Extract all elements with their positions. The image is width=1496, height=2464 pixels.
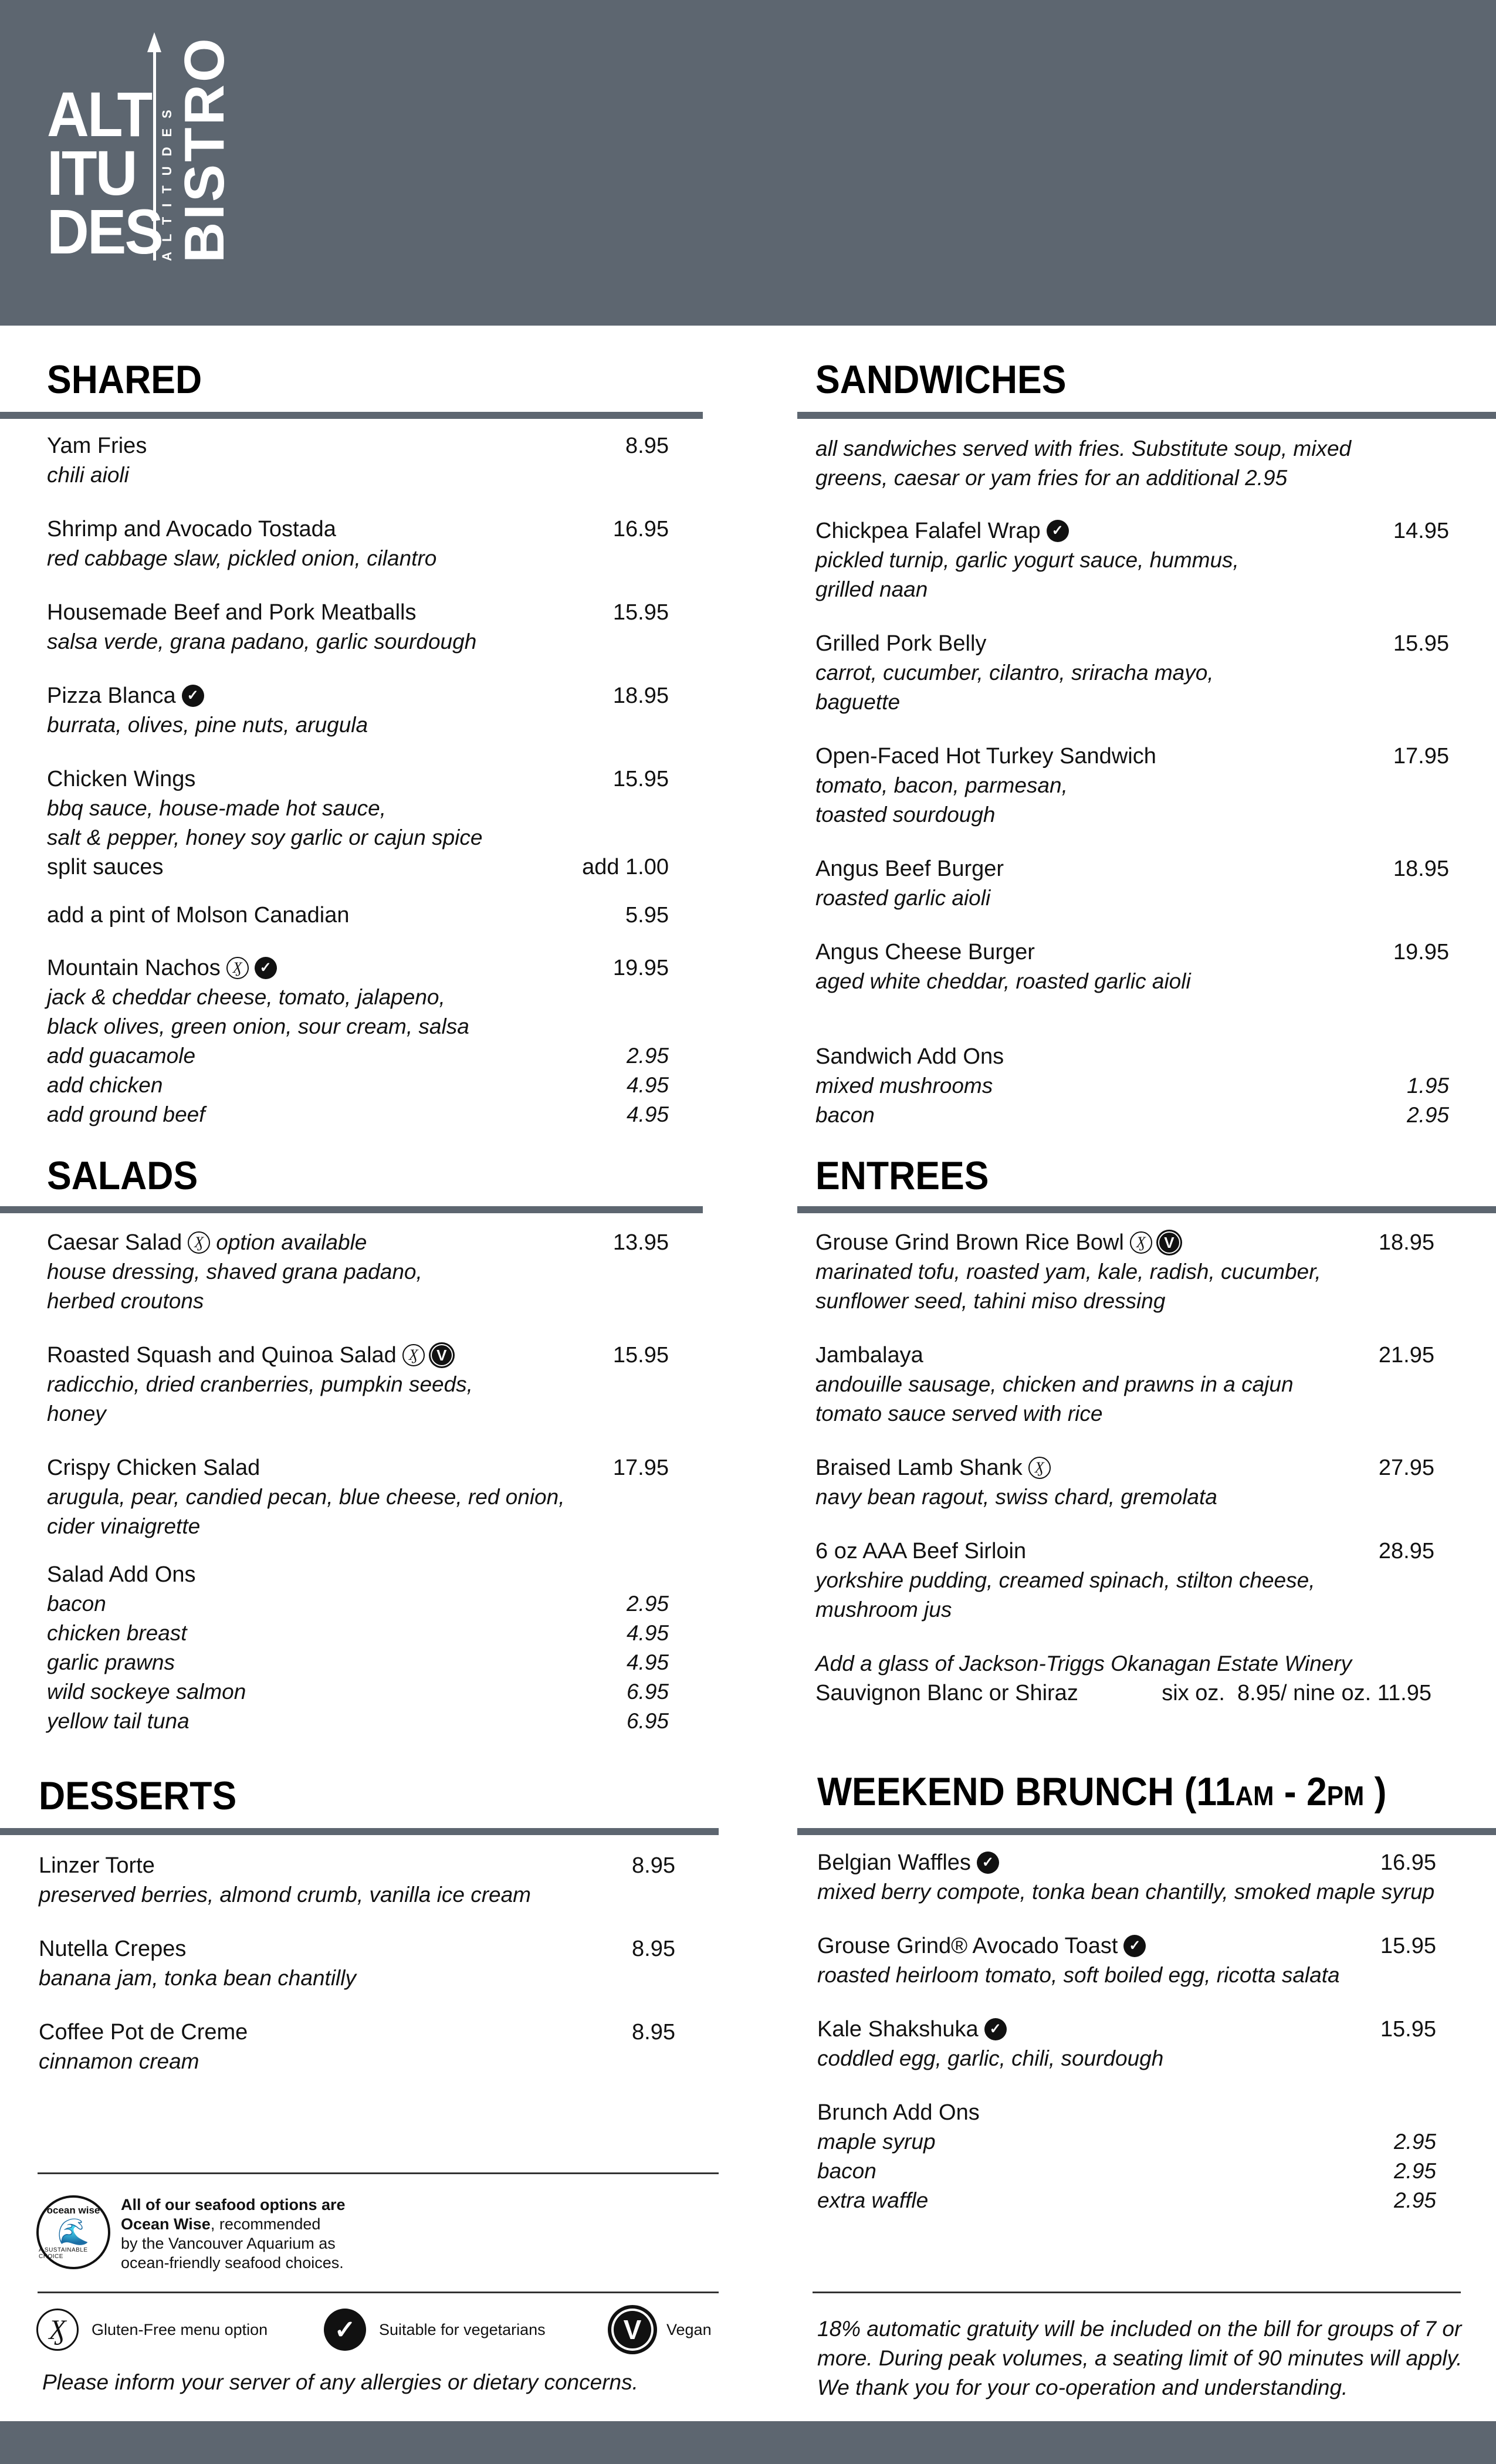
- item-price: 17.95: [1393, 744, 1449, 769]
- item-name: add a pint of Molson Canadian: [47, 903, 350, 928]
- menu-item: [815, 1453, 1434, 1512]
- addon-label: mixed mushrooms: [815, 1074, 993, 1098]
- item-extra-price: add 1.00: [582, 855, 669, 879]
- addon-price: 4.95: [626, 1650, 669, 1674]
- item-desc: tomato sauce served with rice: [815, 1402, 1103, 1426]
- item-desc: honey: [47, 1402, 106, 1426]
- menu-item: [815, 937, 1449, 996]
- item-suffix: option available: [216, 1230, 367, 1254]
- footer-band: [0, 2421, 1496, 2464]
- item-price: 19.95: [612, 956, 669, 980]
- addon-price: 2.95: [626, 1044, 669, 1068]
- brunch-title-close: ): [1364, 1769, 1387, 1814]
- item-price: 28.95: [1378, 1539, 1434, 1563]
- addons-block: [47, 1560, 669, 1736]
- legend-vegetarian: [324, 2309, 546, 2351]
- item-name: Pizza Blanca: [47, 683, 176, 708]
- altitudes-bistro-logo: [47, 29, 241, 276]
- wine-price: six oz. 8.95/ nine oz. 11.95: [1162, 1681, 1431, 1705]
- item-name: Jambalaya: [815, 1343, 923, 1368]
- gluten-free-icon: Ӽ: [36, 2309, 79, 2351]
- item-price: 18.95: [1393, 857, 1449, 881]
- oceanwise-line-3: by the Vancouver Aquarium as: [121, 2235, 336, 2252]
- menu-item: [39, 2018, 675, 2076]
- menu-item: [47, 1453, 669, 1541]
- menu-item: [47, 901, 669, 930]
- item-desc: toasted sourdough: [815, 803, 996, 827]
- item-price: 19.95: [1393, 940, 1449, 964]
- header-band: [0, 0, 1496, 326]
- addon-label: yellow tail tuna: [47, 1709, 189, 1733]
- brunch-title-am: AM: [1235, 1781, 1274, 1811]
- item-desc: preserved berries, almond crumb, vanilla ice cream: [39, 1883, 532, 1907]
- addon-price: 4.95: [626, 1621, 669, 1645]
- item-name: Linzer Torte: [39, 1853, 155, 1878]
- oceanwise-line-1: All of our seafood options are: [121, 2196, 346, 2213]
- item-price: 18.95: [612, 683, 669, 708]
- logo-vertical-small: ALTITUDES: [160, 100, 174, 261]
- wine-pairing: [815, 1649, 1434, 1708]
- item-desc: tomato, bacon, parmesan,: [815, 773, 1068, 797]
- item-desc: carrot, cucumber, cilantro, sriracha mayo,: [815, 661, 1214, 685]
- section-rule-salads: [0, 1206, 703, 1213]
- sandwich-note: all sandwiches served with fries. Substitute soup, mixed: [815, 436, 1352, 461]
- vegan-icon: V: [611, 2309, 654, 2351]
- gratuity-note: 18% automatic gratuity will be included on the bill for groups of 7 or more. During peak volumes, a seating limit of 90 minutes will apply. We thank you for your co-operation and understanding.: [817, 2317, 1463, 2399]
- section-rule-sandwiches: [797, 412, 1496, 419]
- logo-vertical-bistro: BISTRO: [173, 36, 236, 263]
- item-price: 21.95: [1378, 1343, 1434, 1368]
- menu-item: [47, 515, 669, 573]
- addon-label: bacon: [817, 2159, 876, 2183]
- item-desc: yorkshire pudding, creamed spinach, stilton cheese,: [815, 1568, 1315, 1592]
- item-name: Coffee Pot de Creme: [39, 2020, 248, 2045]
- item-desc: salsa verde, grana padano, garlic sourdough: [47, 629, 477, 654]
- item-desc: grilled naan: [815, 577, 928, 601]
- dietary-legend: [36, 2309, 717, 2355]
- oceanwise-bold: Ocean Wise: [121, 2215, 211, 2233]
- item-name: Chickpea Falafel Wrap: [815, 519, 1041, 543]
- fish-wave-icon: 🌊: [57, 2218, 90, 2246]
- menu-item: [47, 1228, 669, 1316]
- oceanwise-logo: [36, 2195, 110, 2269]
- menu-item: [47, 953, 669, 1129]
- item-desc: roasted heirloom tomato, soft boiled egg, ricotta salata: [817, 1963, 1340, 1987]
- brunch-title-main: WEEKEND BRUNCH (11: [817, 1769, 1236, 1814]
- section-title-desserts: DESSERTS: [39, 1773, 237, 1818]
- menu-item: [47, 1341, 669, 1429]
- item-name: Roasted Squash and Quinoa Salad: [47, 1343, 397, 1368]
- item-price: 13.95: [612, 1230, 669, 1255]
- item-price: 15.95: [1393, 631, 1449, 656]
- item-desc: roasted garlic aioli: [815, 886, 991, 910]
- oceanwise-logo-bottom: A SUSTAINABLE CHOICE: [39, 2247, 88, 2260]
- item-desc: banana jam, tonka bean chantilly: [39, 1966, 356, 1990]
- menu-item: [815, 742, 1449, 830]
- section-rule-brunch: [797, 1828, 1496, 1835]
- item-desc: mushroom jus: [815, 1597, 952, 1622]
- item-desc: chili aioli: [47, 463, 129, 487]
- menu-item: [815, 854, 1449, 913]
- divider: [813, 2292, 1461, 2293]
- addon-label: add chicken: [47, 1073, 163, 1097]
- section-title-shared: SHARED: [47, 357, 202, 402]
- item-name: Grouse Grind® Avocado Toast: [817, 1934, 1118, 1958]
- brunch-title-dash: - 2: [1274, 1769, 1327, 1814]
- addon-label: wild sockeye salmon: [47, 1680, 246, 1704]
- gluten-free-icon: Ӽ: [188, 1231, 210, 1254]
- addons-block: [815, 1042, 1449, 1130]
- item-name: Housemade Beef and Pork Meatballs: [47, 600, 417, 625]
- item-desc: arugula, pear, candied pecan, blue cheese, red onion,: [47, 1485, 565, 1509]
- item-desc: sunflower seed, tahini miso dressing: [815, 1289, 1166, 1313]
- vegetarian-icon: ✓: [182, 685, 204, 707]
- item-price: 15.95: [1380, 1934, 1436, 1958]
- item-price: 15.95: [612, 600, 669, 625]
- divider: [38, 2172, 719, 2174]
- menu-item: [815, 1536, 1434, 1624]
- item-desc: andouille sausage, chicken and prawns in a cajun: [815, 1372, 1294, 1396]
- item-name: Chicken Wings: [47, 767, 196, 791]
- item-name: Yam Fries: [47, 434, 147, 458]
- item-price: 8.95: [632, 1937, 675, 1961]
- section-rule-entrees: [797, 1206, 1496, 1213]
- vegetarian-icon: ✓: [1047, 520, 1069, 542]
- oceanwise-line-4: ocean-friendly seafood choices.: [121, 2254, 344, 2272]
- addons-title: Brunch Add Ons: [817, 2100, 980, 2125]
- item-price: 16.95: [612, 517, 669, 541]
- legend-vegan: [611, 2309, 712, 2351]
- addon-label: extra waffle: [817, 2188, 929, 2212]
- item-desc: cider vinaigrette: [47, 1514, 201, 1538]
- section-rule-shared: [0, 412, 703, 419]
- item-price: 15.95: [612, 1343, 669, 1368]
- item-price: 15.95: [1380, 2017, 1436, 2042]
- menu-item: [39, 1851, 675, 1910]
- addon-price: 2.95: [1393, 2130, 1436, 2154]
- item-price: 16.95: [1380, 1850, 1436, 1875]
- addon-label: garlic prawns: [47, 1650, 175, 1674]
- item-desc: mixed berry compote, tonka bean chantilly, smoked maple syrup: [817, 1880, 1435, 1904]
- oceanwise-logo-top: ocean wise: [46, 2205, 100, 2216]
- gluten-free-icon: Ӽ: [226, 957, 249, 979]
- section-title-entrees: ENTREES: [815, 1153, 989, 1198]
- vegetarian-icon: ✓: [255, 957, 277, 979]
- addon-label: chicken breast: [47, 1621, 187, 1645]
- item-extra-label: split sauces: [47, 855, 164, 879]
- addon-label: add guacamole: [47, 1044, 196, 1068]
- vegetarian-icon: ✓: [1123, 1935, 1146, 1957]
- addon-price: 2.95: [626, 1592, 669, 1616]
- addon-price: 4.95: [626, 1102, 669, 1126]
- addon-price: 6.95: [626, 1680, 669, 1704]
- item-desc: red cabbage slaw, pickled onion, cilantro: [47, 546, 437, 570]
- sandwich-note: greens, caesar or yam fries for an additional 2.95: [815, 466, 1288, 490]
- item-name: Angus Cheese Burger: [815, 940, 1035, 964]
- vegetarian-icon: ✓: [984, 2018, 1007, 2040]
- wine-note: Add a glass of Jackson-Triggs Okanagan Estate Winery: [815, 1651, 1352, 1676]
- item-name: 6 oz AAA Beef Sirloin: [815, 1539, 1027, 1563]
- item-name: Mountain Nachos: [47, 956, 221, 980]
- section-title-brunch: [817, 1769, 1386, 1815]
- oceanwise-text: [121, 2195, 346, 2273]
- item-name: Grouse Grind Brown Rice Bowl: [815, 1230, 1124, 1255]
- menu-item: [817, 2015, 1436, 2073]
- gluten-free-icon: Ӽ: [1130, 1231, 1152, 1254]
- item-name: Open-Faced Hot Turkey Sandwich: [815, 744, 1156, 769]
- legend-label: Suitable for vegetarians: [379, 2320, 546, 2338]
- gluten-free-icon: Ӽ: [1028, 1457, 1051, 1479]
- item-price: 27.95: [1378, 1456, 1434, 1480]
- item-name: Nutella Crepes: [39, 1937, 187, 1961]
- addons-block: [817, 2098, 1436, 2215]
- menu-item: [47, 764, 669, 882]
- item-name: Kale Shakshuka: [817, 2017, 979, 2042]
- section-title-sandwiches: SANDWICHES: [815, 357, 1067, 402]
- item-price: 18.95: [1378, 1230, 1434, 1255]
- legend-gluten-free: [36, 2309, 268, 2351]
- item-desc: bbq sauce, house-made hot sauce,: [47, 796, 386, 820]
- item-price: 15.95: [612, 767, 669, 791]
- legend-label: Vegan: [666, 2320, 712, 2338]
- vegetarian-icon: ✓: [324, 2309, 366, 2351]
- addon-label: bacon: [47, 1592, 106, 1616]
- sandwiches-column: [815, 434, 1449, 1127]
- item-desc: jack & cheddar cheese, tomato, jalapeno,: [47, 985, 445, 1009]
- logo-line-2: ITU: [47, 137, 136, 208]
- item-price: 8.95: [632, 2020, 675, 2045]
- addon-label: maple syrup: [817, 2130, 936, 2154]
- gluten-free-icon: Ӽ: [402, 1344, 425, 1366]
- item-name: Grilled Pork Belly: [815, 631, 987, 656]
- menu-item: [817, 1931, 1436, 1990]
- addon-price: 1.95: [1406, 1074, 1449, 1098]
- addons-title: Salad Add Ons: [47, 1562, 196, 1587]
- item-desc: house dressing, shaved grana padano,: [47, 1260, 422, 1284]
- menu-item: [815, 516, 1449, 604]
- addon-price: 2.95: [1393, 2159, 1436, 2183]
- item-price: 8.95: [625, 434, 669, 458]
- section-title-salads: SALADS: [47, 1153, 198, 1198]
- item-desc: radicchio, dried cranberries, pumpkin seeds,: [47, 1372, 473, 1396]
- item-desc: navy bean ragout, swiss chard, gremolata: [815, 1485, 1217, 1509]
- legend-label: Gluten-Free menu option: [92, 2320, 268, 2338]
- item-desc: marinated tofu, roasted yam, kale, radish, cucumber,: [815, 1260, 1321, 1284]
- vegan-icon: V: [1158, 1231, 1180, 1254]
- item-desc: herbed croutons: [47, 1289, 204, 1313]
- item-name: Angus Beef Burger: [815, 857, 1004, 881]
- allergy-note: Please inform your server of any allergies or dietary concerns.: [42, 2370, 638, 2394]
- addons-title: Sandwich Add Ons: [815, 1044, 1004, 1069]
- menu-item: [815, 1228, 1434, 1316]
- item-desc: baguette: [815, 690, 901, 714]
- item-desc: salt & pepper, honey soy garlic or cajun spice: [47, 825, 483, 849]
- vegetarian-icon: ✓: [977, 1852, 999, 1874]
- addon-label: bacon: [815, 1103, 875, 1127]
- item-desc: coddled egg, garlic, chili, sourdough: [817, 2046, 1164, 2070]
- vegan-icon: V: [431, 1344, 453, 1366]
- menu-item: [39, 1934, 675, 1993]
- item-name: Belgian Waffles: [817, 1850, 971, 1875]
- item-desc: black olives, green onion, sour cream, salsa: [47, 1014, 469, 1038]
- item-name: Crispy Chicken Salad: [47, 1456, 260, 1480]
- wine-label: Sauvignon Blanc or Shiraz: [815, 1681, 1078, 1705]
- menu-item: [47, 598, 669, 656]
- item-desc: cinnamon cream: [39, 2049, 199, 2073]
- addon-price: 6.95: [626, 1709, 669, 1733]
- item-price: 5.95: [625, 903, 669, 928]
- addon-price: 2.95: [1393, 2188, 1436, 2212]
- menu-item: [815, 629, 1449, 717]
- brunch-title-pm: PM: [1326, 1781, 1365, 1811]
- divider: [38, 2292, 719, 2293]
- item-price: 8.95: [632, 1853, 675, 1878]
- item-desc: pickled turnip, garlic yogurt sauce, hummus,: [815, 548, 1239, 572]
- item-price: 14.95: [1393, 519, 1449, 543]
- addon-price: 4.95: [626, 1073, 669, 1097]
- item-desc: burrata, olives, pine nuts, arugula: [47, 713, 368, 737]
- item-name: Caesar Salad: [47, 1230, 182, 1255]
- item-price: 17.95: [612, 1456, 669, 1480]
- item-desc: aged white cheddar, roasted garlic aioli: [815, 969, 1191, 993]
- menu-item: [47, 431, 669, 490]
- menu-item: [815, 1341, 1434, 1429]
- oceanwise-line-2: , recommended: [210, 2215, 321, 2233]
- oceanwise-block: [36, 2195, 346, 2273]
- addon-label: add ground beef: [47, 1102, 205, 1126]
- addon-price: 2.95: [1406, 1103, 1449, 1127]
- logo-line-1: ALT: [47, 79, 151, 150]
- logo-line-3: DES: [47, 196, 163, 267]
- item-name: Braised Lamb Shank: [815, 1456, 1023, 1480]
- menu-item: [47, 681, 669, 740]
- menu-item: [817, 1848, 1436, 1907]
- item-name: Shrimp and Avocado Tostada: [47, 517, 336, 541]
- section-rule-desserts: [0, 1828, 719, 1835]
